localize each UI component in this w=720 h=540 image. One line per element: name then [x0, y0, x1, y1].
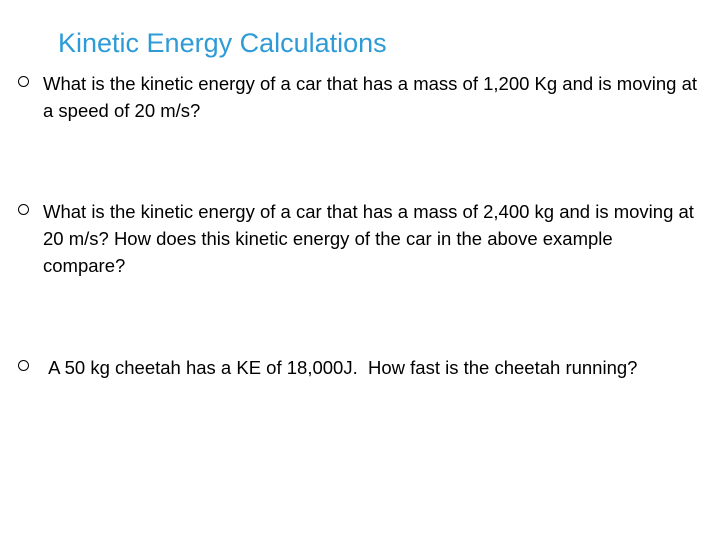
question-text-3: A 50 kg cheetah has a KE of 18,000J. How fast is the cheetah running?	[43, 357, 638, 378]
circle-bullet-icon	[18, 360, 29, 371]
slide-title: Kinetic Energy Calculations	[58, 28, 387, 58]
question-item-2	[18, 198, 698, 279]
question-text-1: What is the kinetic energy of a car that has a mass of 1,200 Kg and is moving at a speed of 20 m/s?	[43, 73, 698, 121]
circle-bullet-icon	[18, 76, 29, 87]
circle-bullet-icon	[18, 204, 29, 215]
question-text-2: What is the kinetic energy of a car that has a mass of 2,400 kg and is moving at 20 m/s? How does this kinetic energy of the car in the above example compare?	[43, 201, 694, 276]
question-item-3	[18, 354, 698, 381]
question-item-1	[18, 70, 698, 124]
